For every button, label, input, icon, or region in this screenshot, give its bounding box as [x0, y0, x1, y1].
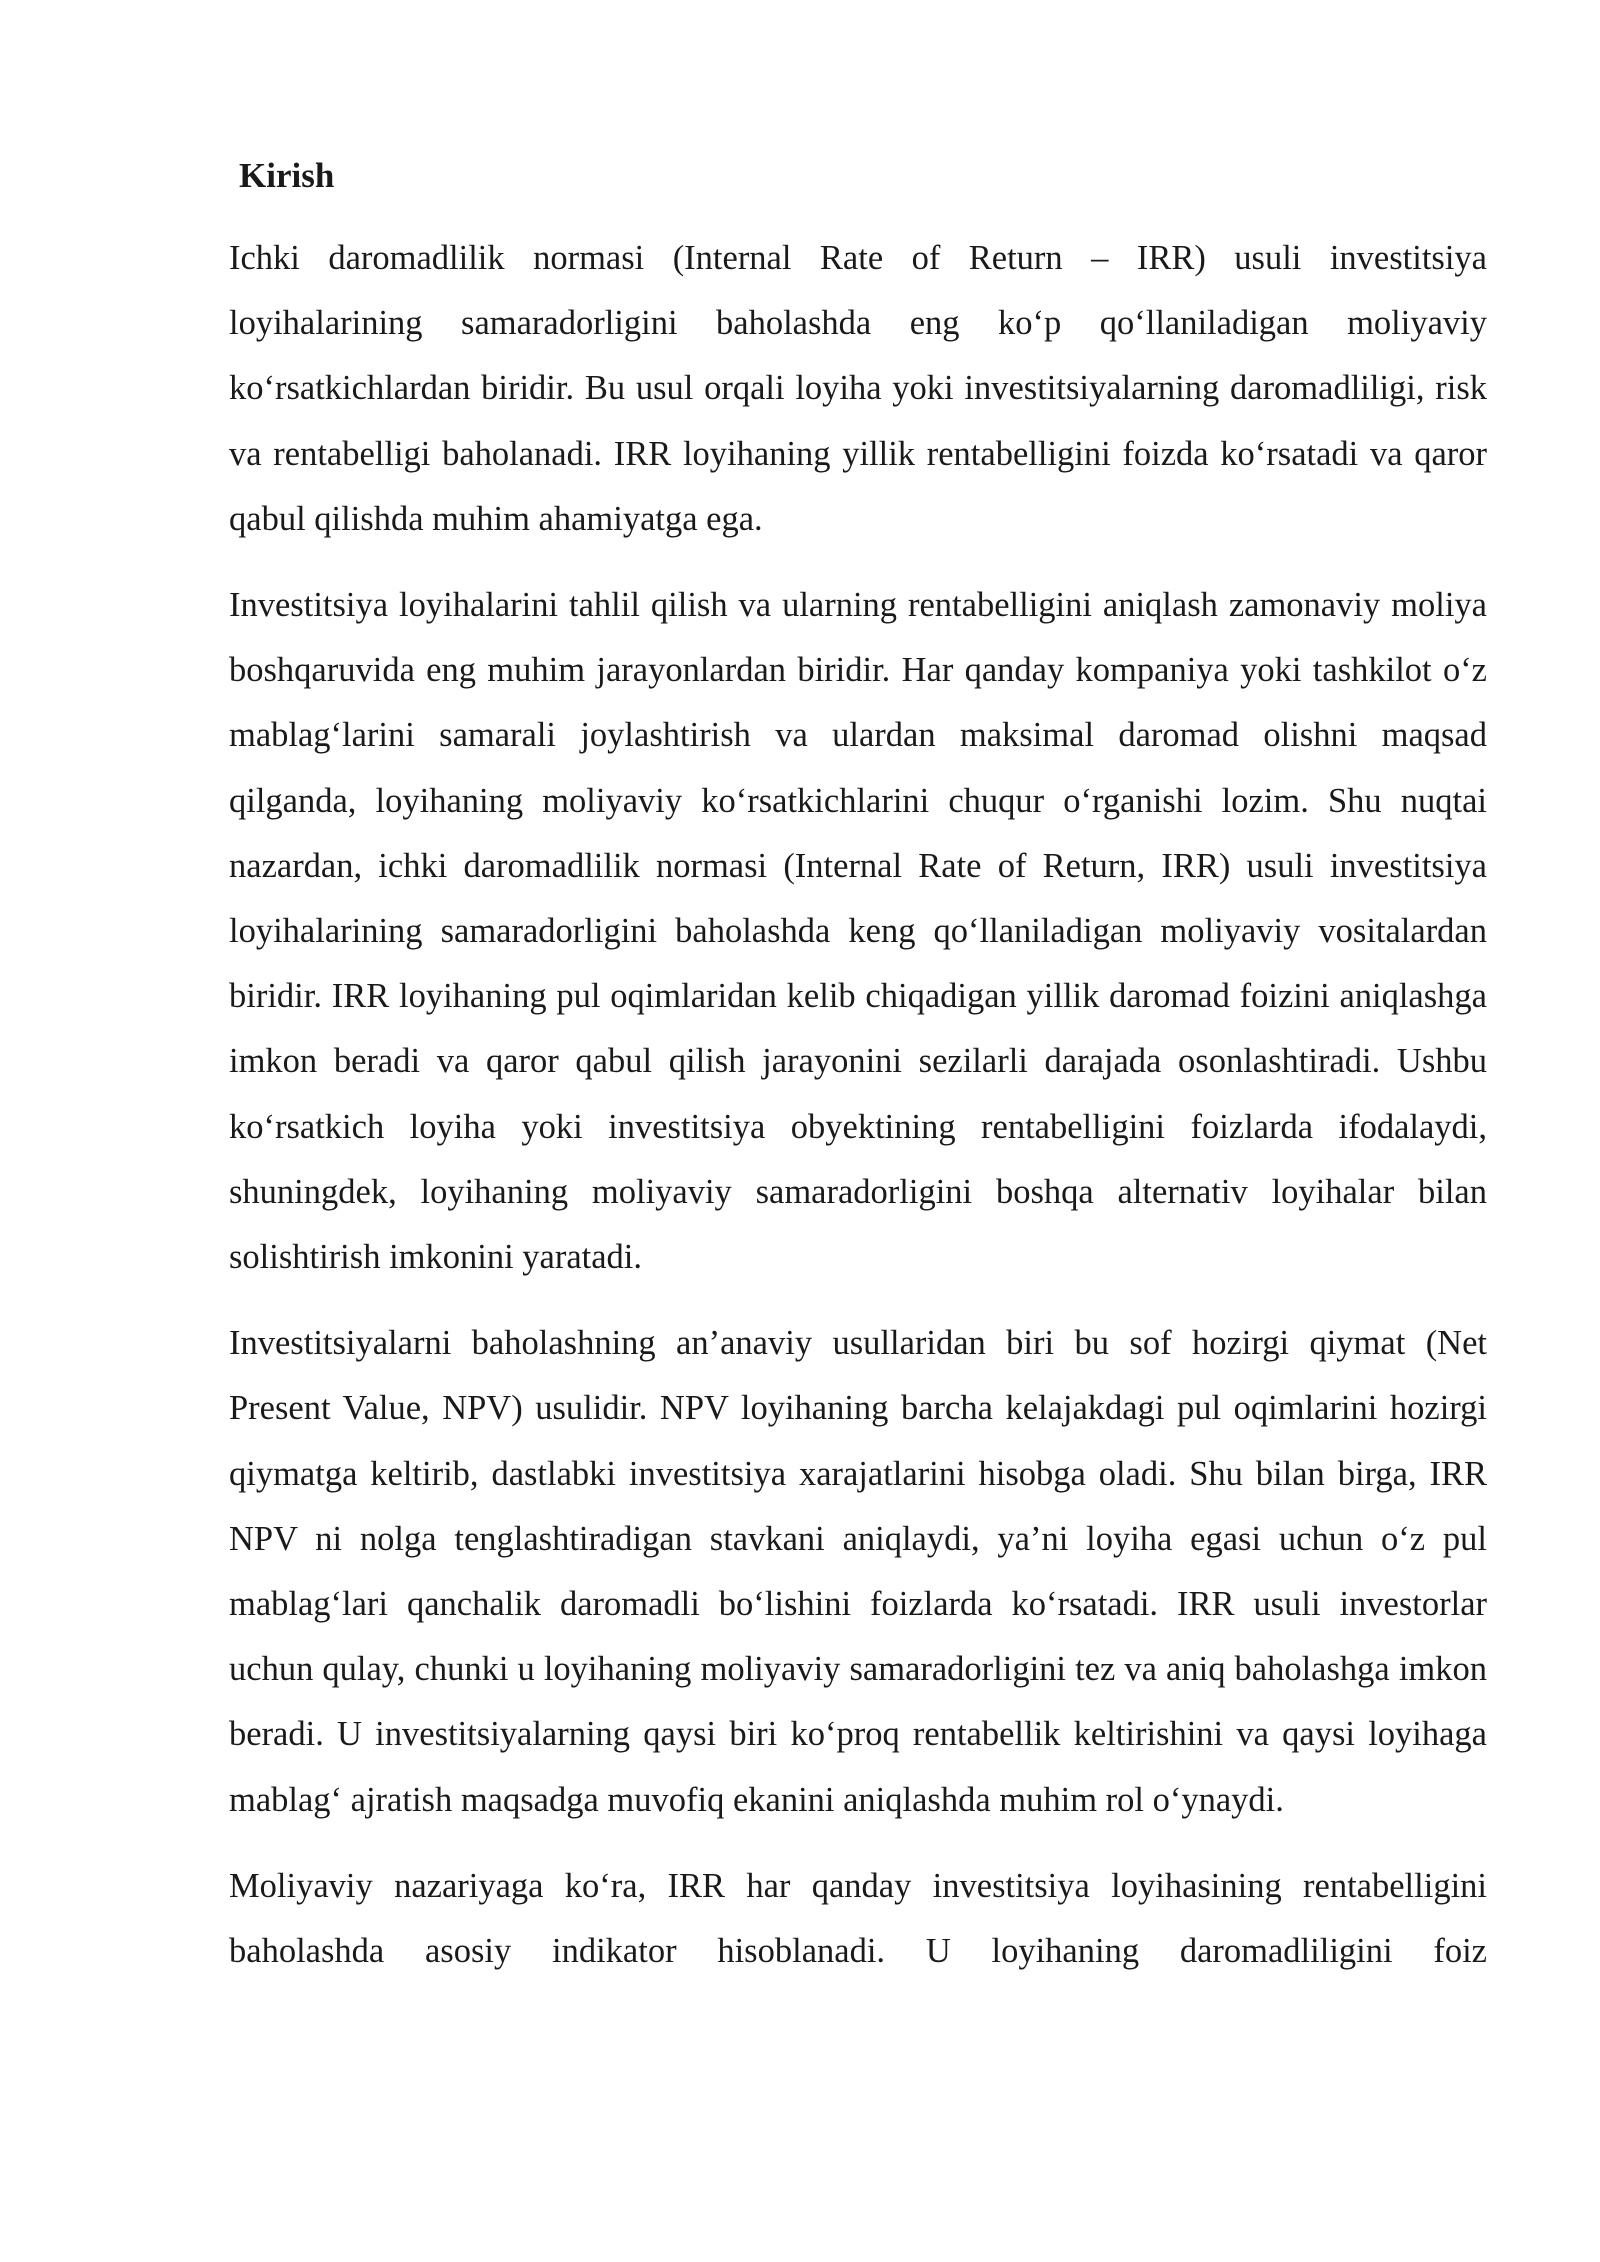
- paragraph-3: Investitsiyalarni baholashning an’anaviy usullaridan biri bu sof hozirgi qiymat (Net Present Value, NPV) usulidir. NPV loyihaning barcha kelajakdagi pul oqimlarini hozirgi qiymatga keltirib, dastlabki investitsiya xarajatlarini hisobga oladi. Shu bilan birga, IRR NPV ni nolga tenglashtiradigan stavkani aniqlaydi, ya’ni loyiha egasi uchun o‘z pul mablag‘lari qanchalik daromadli bo‘lishini foizlarda ko‘rsatadi. IRR usuli investorlar uchun qulay, chunki u loyihaning moliyaviy samaradorligini tez va aniq baholashga imkon beradi. U investitsiyalarning qaysi biri ko‘proq rentabellik keltirishini va qaysi loyihaga mablag‘ ajratish maqsadga muvofiq ekanini aniqlashda muhim rol o‘ynaydi.: [229, 1324, 1487, 1819]
- document-body: [229, 148, 1487, 1984]
- paragraph-2: Investitsiya loyihalarini tahlil qilish va ularning rentabelligini aniqlash zamonaviy moliya boshqaruvida eng muhim jarayonlardan biridir. Har qanday kompaniya yoki tashkilot o‘z mablag‘larini samarali joylashtirish va ulardan maksimal daromad olishni maqsad qilganda, loyihaning moliyaviy ko‘rsatkichlarini chuqur o‘rganishi lozim. Shu nuqtai nazardan, ichki daromadlilik normasi (Internal Rate of Return, IRR) usuli investitsiya loyihalarining samaradorligini baholashda keng qo‘llaniladigan moliyaviy vositalardan biridir. IRR loyihaning pul oqimlaridan kelib chiqadigan yillik daromad foizini aniqlashga imkon beradi va qaror qabul qilish jarayonini sezilarli darajada osonlashtiradi. Ushbu ko‘rsatkich loyiha yoki investitsiya obyektining rentabelligini foizlarda ifodalaydi, shuningdek, loyihaning moliyaviy samaradorligini boshqa alternativ loyihalar bilan solishtirish imkonini yaratadi.: [229, 586, 1487, 1277]
- paragraph-1: Ichki daromadlilik normasi (Internal Rate of Return – IRR) usuli investitsiya loyihalarining samaradorligini baholashda eng ko‘p qo‘llaniladigan moliyaviy ko‘rsatkichlardan biridir. Bu usul orqali loyiha yoki investitsiyalarning daromadliligi, risk va rentabelligi baholanadi. IRR loyihaning yillik rentabelligini foizda ko‘rsatadi va qaror qabul qilishda muhim ahamiyatga ega.: [229, 239, 1487, 538]
- paragraph-4: Moliyaviy nazariyaga ko‘ra, IRR har qanday investitsiya loyihasining rentabelligini baholashda asosiy indikator hisoblanadi. U loyihaning daromadliligini foiz: [229, 1866, 1487, 1971]
- section-heading: Kirish: [239, 156, 335, 195]
